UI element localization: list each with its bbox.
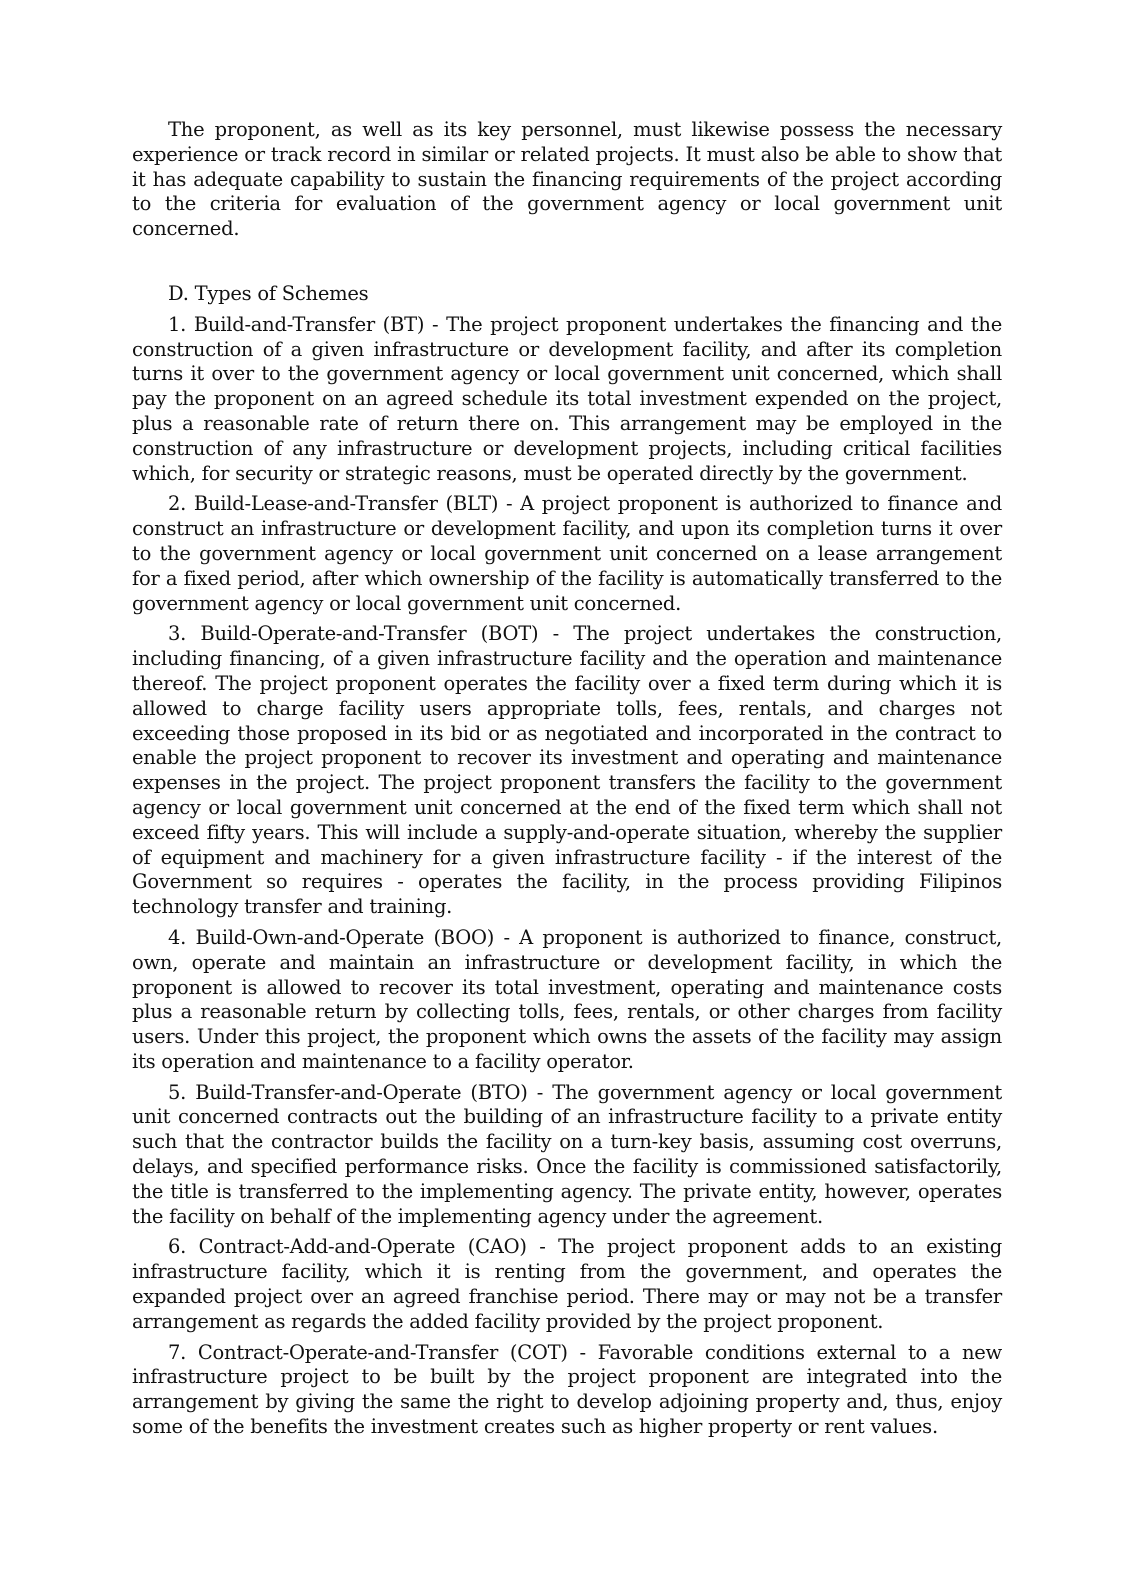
scheme-item-bot: 3. Build-Operate-and-Transfer (BOT) - The project undertakes the construction, including financing, of a given infrastructure facility and the operation and maintenance thereof. The project proponent operates the facility over a fixed term during which it is allowed to charge facility users appropriate tolls, fees, rentals, and charges not exceeding those proposed in its bid or as negotiated and incorporated in the contract to enable the project proponent to recover its investment and operating and maintenance expenses in the project. The project proponent transfers the facility to the government agency or local government unit concerned at the end of the fixed term which shall not exceed fifty years. This will include a supply-and-operate situation, whereby the supplier of equipment and machinery for a given infrastructure facility - if the interest of the Government so requires - operates the facility, in the process providing Filipinos technology transfer and training. bbox=[132, 622, 1002, 919]
scheme-list bbox=[132, 313, 1002, 1440]
scheme-item-cot: 7. Contract-Operate-and-Transfer (COT) - Favorable conditions external to a new infrastructure project to be built by the project proponent are integrated into the arrangement by giving the same the right to develop adjoining property and, thus, enjoy some of the benefits the investment creates such as higher property or rent values. bbox=[132, 1340, 1002, 1439]
document-page bbox=[132, 118, 1002, 1440]
scheme-item-cao: 6. Contract-Add-and-Operate (CAO) - The project proponent adds to an existing infrastructure facility, which it is renting from the government, and operates the expanded project over an agreed franchise period. There may or may not be a transfer arrangement as regards the added facility provided by the project proponent. bbox=[132, 1235, 1002, 1333]
intro-paragraph: The proponent, as well as its key personnel, must likewise possess the necessary experience or track record in similar or related projects. It must also be able to show that it has adequate capability to sustain the financing requirements of the project according to the criteria for evaluation of the government agency or local government unit concerned. bbox=[132, 118, 1002, 241]
scheme-item-blt: 2. Build-Lease-and-Transfer (BLT) - A project proponent is authorized to finance and construct an infrastructure or development facility, and upon its completion turns it over to the government agency or local government unit concerned on a lease arrangement for a fixed period, after which ownership of the facility is automatically transferred to the government agency or local government unit concerned. bbox=[132, 492, 1002, 615]
scheme-item-bt: 1. Build-and-Transfer (BT) - The project proponent undertakes the financing and the construction of a given infrastructure or development facility, and after its completion turns it over to the government agency or local government unit concerned, which shall pay the proponent on an agreed schedule its total investment expended on the project, plus a reasonable rate of return there on. This arrangement may be employed in the construction of any infrastructure or development projects, including critical facilities which, for security or strategic reasons, must be operated directly by the government. bbox=[132, 312, 1002, 485]
scheme-item-boo: 4. Build-Own-and-Operate (BOO) - A proponent is authorized to finance, construct, own, operate and maintain an infrastructure or development facility, in which the proponent is allowed to recover its total investment, operating and maintenance costs plus a reasonable return by collecting tolls, fees, rentals, or other charges from facility users. Under this project, the proponent which owns the assets of the facility may assign its operation and maintenance to a facility operator. bbox=[132, 925, 1002, 1073]
scheme-item-bto: 5. Build-Transfer-and-Operate (BTO) - The government agency or local government unit concerned contracts out the building of an infrastructure facility to a private entity such that the contractor builds the facility on a turn-key basis, assuming cost overruns, delays, and specified performance risks. Once the facility is commissioned satisfactorily, the title is transferred to the implementing agency. The private entity, however, operates the facility on behalf of the implementing agency under the agreement. bbox=[132, 1080, 1002, 1228]
section-heading: D. Types of Schemes bbox=[168, 281, 369, 305]
